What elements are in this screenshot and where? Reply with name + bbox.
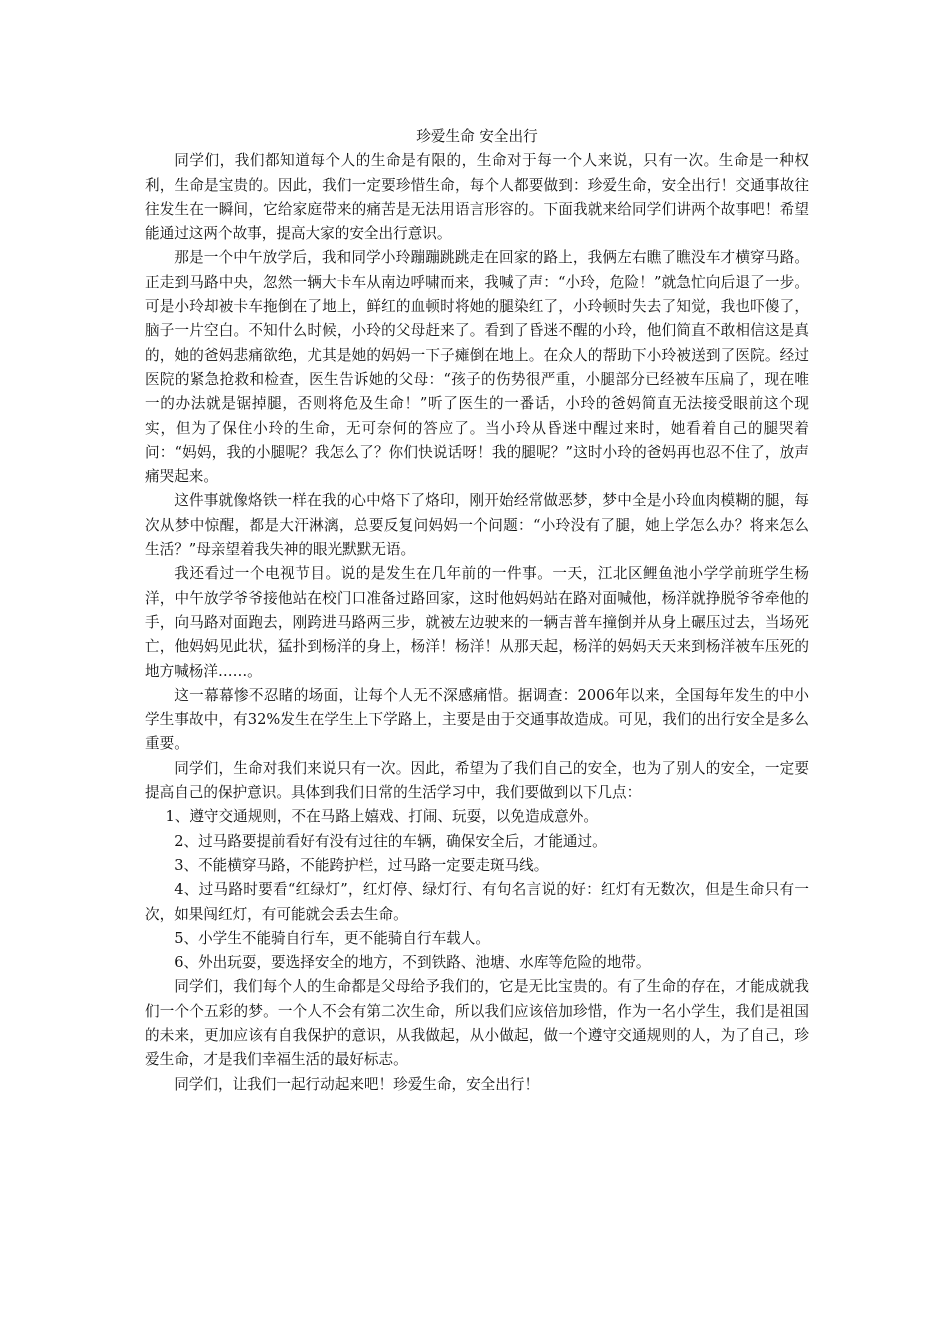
- list-item-rule-1: 1、遵守交通规则，不在马路上嬉戏、打闹、玩耍，以免造成意外。: [165, 808, 598, 826]
- document-body: [145, 125, 809, 1097]
- list-item-rule-4: 4、过马路时要看“红绿灯”，红灯停、绿灯行、有句名言说的好：红灯有无数次，但是生命只有一次，如果闯红灯，有可能就会丢去生命。: [145, 881, 809, 923]
- paragraph-statistics: 这一幕幕惨不忍睹的场面，让每个人无不深感痛惜。据调查：2006年以来，全国每年发生的中小学生事故中，有32%发生在学生上下学路上，主要是由于交通事故造成。可见，我们的出行安全是多么重要。: [145, 686, 809, 753]
- list-item-rule-5: 5、小学生不能骑自行车，更不能骑自行车载人。: [174, 929, 490, 947]
- paragraph-conclusion: 同学们，我们每个人的生命都是父母给予我们的，它是无比宝贵的。有了生命的存在，才能成就我们一个个五彩的梦。一个人不会有第二次生命，所以我们应该倍加珍惜，作为一名小学生，我们是祖国的未来，更加应该有自我保护的意识，从我做起，从小做起，做一个遵守交通规则的人，为了自己，珍爱生命，才是我们幸福生活的最好标志。: [145, 978, 809, 1069]
- paragraph-story-one: 那是一个中午放学后，我和同学小玲蹦蹦跳跳走在回家的路上，我俩左右瞧了瞧没车才横穿马路。正走到马路中央，忽然一辆大卡车从南边呼啸而来，我喊了声：“小玲，危险！”就急忙向后退了一步。可是小玲却被卡车拖倒在了地上，鲜红的血顿时将她的腿染红了，小玲顿时失去了知觉，我也吓傻了，脑子一片空白。不知什么时候，小玲的父母赶来了。看到了昏迷不醒的小玲，他们简直不敢相信这是真的，她的爸妈悲痛欲绝，尤其是她的妈妈一下子瘫倒在地上。在众人的帮助下小玲被送到了医院。经过医院的紧急抢救和检查，医生告诉她的父母：“孩子的伤势很严重，小腿部分已经被车压扁了，现在唯一的办法就是锯掉腿，否则将危及生命！”听了医生的一番话，小玲的爸妈简直无法接受眼前这个现实，但为了保住小玲的生命，无可奈何的答应了。当小玲从昏迷中醒过来时，她看着自己的腿哭着问：“妈妈，我的小腿呢？我怎么了？你们快说话呀！我的腿呢？”这时小玲的爸妈再也忍不住了，放声痛哭起来。: [145, 249, 809, 486]
- list-item-rule-6: 6、外出玩耍，要选择安全的地方，不到铁路、池塘、水库等危险的地带。: [174, 954, 651, 972]
- list-item-rule-3: 3、不能横穿马路，不能跨护栏，过马路一定要走斑马线。: [174, 856, 549, 874]
- paragraph-intro: 同学们，我们都知道每个人的生命是有限的，生命对于每一个人来说，只有一次。生命是一种权利，生命是宝贵的。因此，我们一定要珍惜生命，每个人都要做到：珍爱生命，安全出行！交通事故往往发生在一瞬间，它给家庭带来的痛苦是无法用语言形容的。下面我就来给同学们讲两个故事吧！希望能通过这两个故事，提高大家的安全出行意识。: [145, 152, 809, 243]
- list-item-rule-2: 2、过马路要提前看好有没有过往的车辆，确保安全后，才能通过。: [174, 832, 607, 850]
- paragraph-story-one-aftermath: 这件事就像烙铁一样在我的心中烙下了烙印，刚开始经常做恶梦，梦中全是小玲血肉模糊的腿，每次从梦中惊醒，都是大汗淋漓，总要反复问妈妈一个问题：“小玲没有了腿，她上学怎么办？将来怎么生活？”母亲望着我失神的眼光默默无语。: [145, 492, 809, 559]
- paragraph-story-two: 我还看过一个电视节目。说的是发生在几年前的一件事。一天，江北区鲤鱼池小学学前班学生杨洋，中午放学爷爷接他站在校门口准备过路回家，这时他妈妈站在路对面喊他，杨洋就挣脱爷爷牵他的手，向马路对面跑去，刚跨进马路两三步，就被左边驶来的一辆吉普车撞倒并从身上碾压过去，当场死亡，他妈妈见此状，猛扑到杨洋的身上，杨洋！杨洋！从那天起，杨洋的妈妈天天来到杨洋被车压死的地方喊杨洋……。: [145, 565, 809, 680]
- paragraph-list-intro: 同学们，生命对我们来说只有一次。因此，希望为了我们自己的安全，也为了别人的安全，一定要提高自己的保护意识。具体到我们日常的生活学习中，我们要做到以下几点：: [145, 759, 809, 802]
- document-title: 珍爱生命 安全出行: [416, 128, 538, 145]
- paragraph-closing-call: 同学们，让我们一起行动起来吧！珍爱生命，安全出行！: [174, 1075, 540, 1093]
